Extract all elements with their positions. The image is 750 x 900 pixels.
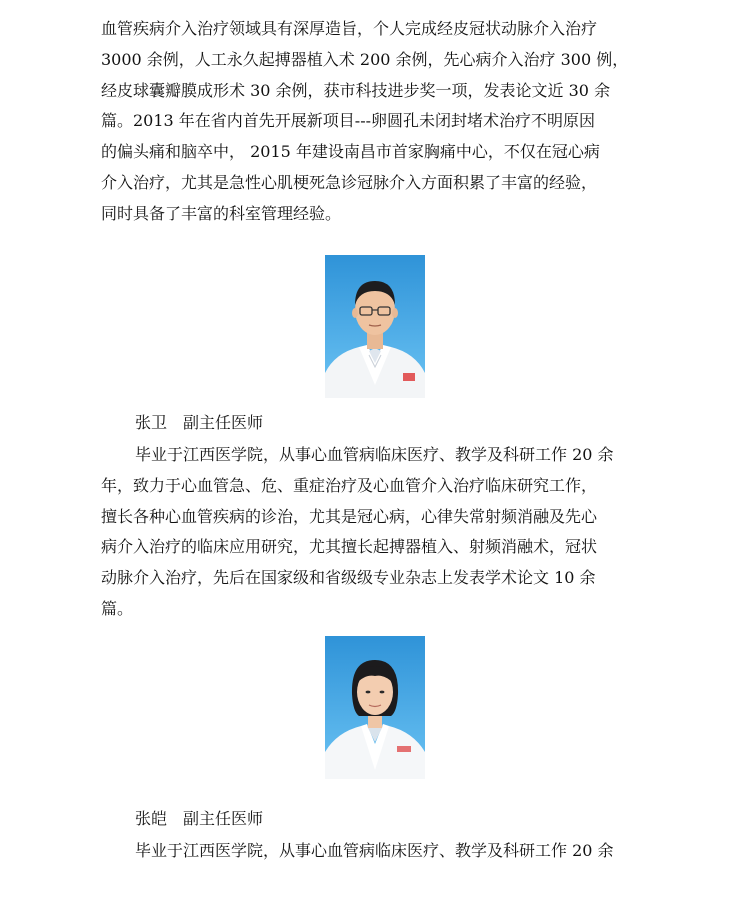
- text-line: 毕业于江西医学院，从事心血管病临床医疗、教学及科研工作 20 余: [135, 445, 614, 464]
- doctor-photo-zhang-wei: [325, 255, 425, 398]
- text-line: 动脉介入治疗，先后在国家级和省级级专业杂志上发表学术论文 10 余: [101, 568, 596, 588]
- text-line: 篇。2013 年在省内首先开展新项目---卵圆孔未闭封堵术治疗不明原因: [101, 111, 596, 131]
- doctor-bio-paragraph: [101, 836, 653, 867]
- doctor-bio-paragraph: [101, 440, 653, 625]
- text-line: 病介入治疗的临床应用研究，尤其擅长起搏器植入、射频消融术，冠状: [101, 537, 598, 557]
- text-line: 篇。: [101, 598, 134, 618]
- text-line: 经皮球囊瓣膜成形术 30 余例，获市科技进步奖一项，发表论文近 30 余: [101, 80, 611, 100]
- text-line: 介入治疗，尤其是急性心肌梗死急诊冠脉介入方面积累了丰富的经验，: [101, 172, 598, 192]
- doctor-name-line: [135, 410, 263, 433]
- text-line: 毕业于江西医学院，从事心血管病临床医疗、教学及科研工作 20 余: [135, 841, 614, 860]
- text-line: 的偏头痛和脑卒中， 2015 年建设南昌市首家胸痛中心，不仅在冠心病: [101, 142, 600, 162]
- doctor-name-line: [135, 806, 263, 829]
- female-doctor-portrait-icon: [325, 636, 425, 779]
- text-line: 3000 余例，人工永久起搏器植入术 200 余例，先心病介入治疗 300 例，: [101, 49, 629, 69]
- doctor-name: 张卫: [135, 413, 168, 432]
- doctor-title: 副主任医师: [183, 413, 264, 432]
- text-line: 年，致力于心血管急、危、重症治疗及心血管介入治疗临床研究工作，: [101, 475, 598, 495]
- text-line: 同时具备了丰富的科室管理经验。: [101, 203, 342, 223]
- male-doctor-portrait-icon: [325, 255, 425, 398]
- intro-paragraph: [101, 14, 653, 230]
- text-line: 擅长各种心血管疾病的诊治，尤其是冠心病，心律失常射频消融及先心: [101, 506, 598, 526]
- doctor-name: 张皑: [135, 809, 168, 828]
- doctor-title: 副主任医师: [183, 809, 264, 828]
- doctor-photo-zhang-ai: [325, 636, 425, 779]
- text-line: 血管疾病介入治疗领域具有深厚造旨，个人完成经皮冠状动脉介入治疗: [101, 19, 598, 38]
